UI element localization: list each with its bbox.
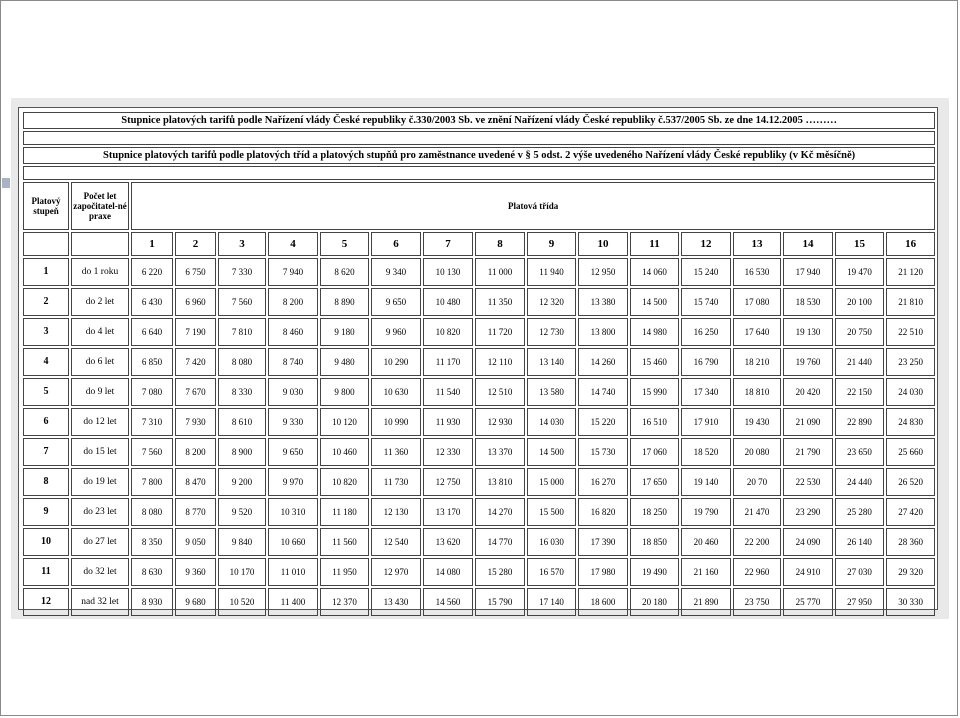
tarif-value-cell: 10 170 bbox=[218, 558, 266, 586]
tarif-value-cell: 11 720 bbox=[475, 318, 525, 346]
praxe-cell: do 2 let bbox=[71, 288, 129, 316]
stupen-cell: 9 bbox=[23, 498, 69, 526]
tarif-value-cell: 8 900 bbox=[218, 438, 266, 466]
tarif-value-cell: 24 090 bbox=[783, 528, 833, 556]
tarif-value-cell: 13 430 bbox=[371, 588, 421, 616]
tarif-value-cell: 9 970 bbox=[268, 468, 318, 496]
tarif-value-cell: 14 500 bbox=[527, 438, 576, 466]
table-title-1: Stupnice platových tarifů podle Nařízení vlády České republiky č.330/2003 Sb. ve znění Nařízení vlády České republiky č.537/2005 Sb. ze dne 14.12.2005 ……… bbox=[23, 112, 935, 129]
tarif-value-cell: 10 130 bbox=[423, 258, 473, 286]
tarif-value-cell: 10 990 bbox=[371, 408, 421, 436]
tarif-value-cell: 12 370 bbox=[320, 588, 369, 616]
tarif-value-cell: 15 240 bbox=[681, 258, 731, 286]
tarif-value-cell: 9 680 bbox=[175, 588, 216, 616]
tarif-value-cell: 7 560 bbox=[218, 288, 266, 316]
tarif-value-cell: 13 580 bbox=[527, 378, 576, 406]
tarif-value-cell: 16 570 bbox=[527, 558, 576, 586]
tarif-value-cell: 15 740 bbox=[681, 288, 731, 316]
tarif-value-cell: 18 850 bbox=[630, 528, 679, 556]
stupen-cell: 4 bbox=[23, 348, 69, 376]
tarif-value-cell: 8 630 bbox=[131, 558, 173, 586]
class-number-cell: 4 bbox=[268, 232, 318, 256]
tarif-value-cell: 8 610 bbox=[218, 408, 266, 436]
tarif-value-cell: 22 150 bbox=[835, 378, 884, 406]
tarif-value-cell: 7 670 bbox=[175, 378, 216, 406]
tarif-value-cell: 14 740 bbox=[578, 378, 628, 406]
tarif-value-cell: 9 200 bbox=[218, 468, 266, 496]
tarif-value-cell: 9 360 bbox=[175, 558, 216, 586]
tarif-value-cell: 29 320 bbox=[886, 558, 935, 586]
tarif-value-cell: 12 750 bbox=[423, 468, 473, 496]
header-platova-trida: Platová třída bbox=[131, 182, 935, 230]
tarif-value-cell: 9 960 bbox=[371, 318, 421, 346]
class-number-cell: 16 bbox=[886, 232, 935, 256]
table-row bbox=[23, 468, 935, 496]
table-row bbox=[23, 378, 935, 406]
tarif-value-cell: 8 330 bbox=[218, 378, 266, 406]
tarif-value-cell: 15 500 bbox=[527, 498, 576, 526]
tarif-value-cell: 14 980 bbox=[630, 318, 679, 346]
tarif-value-cell: 6 430 bbox=[131, 288, 173, 316]
tarif-value-cell: 17 340 bbox=[681, 378, 731, 406]
class-number-cell: 8 bbox=[475, 232, 525, 256]
tarif-value-cell: 19 430 bbox=[733, 408, 781, 436]
tarif-value-cell: 19 790 bbox=[681, 498, 731, 526]
stupen-cell: 2 bbox=[23, 288, 69, 316]
stupen-cell: 7 bbox=[23, 438, 69, 466]
stupen-cell: 12 bbox=[23, 588, 69, 616]
tarif-value-cell: 20 750 bbox=[835, 318, 884, 346]
tarif-value-cell: 11 350 bbox=[475, 288, 525, 316]
tarif-value-cell: 15 220 bbox=[578, 408, 628, 436]
praxe-cell: do 12 let bbox=[71, 408, 129, 436]
tarif-value-cell: 12 930 bbox=[475, 408, 525, 436]
spacer-row bbox=[23, 166, 935, 180]
praxe-cell: do 9 let bbox=[71, 378, 129, 406]
tarif-value-cell: 9 520 bbox=[218, 498, 266, 526]
tarif-value-cell: 22 200 bbox=[733, 528, 781, 556]
praxe-cell: do 27 let bbox=[71, 528, 129, 556]
tarif-value-cell: 10 120 bbox=[320, 408, 369, 436]
tarif-value-cell: 18 210 bbox=[733, 348, 781, 376]
tarif-value-cell: 9 330 bbox=[268, 408, 318, 436]
tarif-value-cell: 15 990 bbox=[630, 378, 679, 406]
tarif-value-cell: 11 540 bbox=[423, 378, 473, 406]
class-number-cell: 2 bbox=[175, 232, 216, 256]
table-row bbox=[23, 558, 935, 586]
tarif-value-cell: 30 330 bbox=[886, 588, 935, 616]
tarif-value-cell: 16 030 bbox=[527, 528, 576, 556]
tarif-value-cell: 27 420 bbox=[886, 498, 935, 526]
table-row bbox=[23, 288, 935, 316]
praxe-cell: do 4 let bbox=[71, 318, 129, 346]
class-number-cell: 14 bbox=[783, 232, 833, 256]
table-row bbox=[23, 438, 935, 466]
tarif-value-cell: 16 270 bbox=[578, 468, 628, 496]
praxe-cell: nad 32 let bbox=[71, 588, 129, 616]
tarif-value-cell: 10 310 bbox=[268, 498, 318, 526]
tarif-value-cell: 18 810 bbox=[733, 378, 781, 406]
tarif-value-cell: 13 810 bbox=[475, 468, 525, 496]
stupen-cell: 3 bbox=[23, 318, 69, 346]
tarif-value-cell: 17 650 bbox=[630, 468, 679, 496]
tarif-value-cell: 18 530 bbox=[783, 288, 833, 316]
tarif-value-cell: 28 360 bbox=[886, 528, 935, 556]
tarif-value-cell: 8 080 bbox=[218, 348, 266, 376]
tarif-value-cell: 24 440 bbox=[835, 468, 884, 496]
tarif-value-cell: 13 140 bbox=[527, 348, 576, 376]
tarif-value-cell: 14 260 bbox=[578, 348, 628, 376]
tarif-value-cell: 20 420 bbox=[783, 378, 833, 406]
praxe-cell: do 1 roku bbox=[71, 258, 129, 286]
spacer-row bbox=[23, 131, 935, 145]
stupen-cell: 5 bbox=[23, 378, 69, 406]
tarif-value-cell: 16 510 bbox=[630, 408, 679, 436]
tarif-value-cell: 12 950 bbox=[578, 258, 628, 286]
class-number-cell: 5 bbox=[320, 232, 369, 256]
tarif-value-cell: 12 110 bbox=[475, 348, 525, 376]
tarif-value-cell: 19 140 bbox=[681, 468, 731, 496]
tarif-value-cell: 20 080 bbox=[733, 438, 781, 466]
class-number-cell: 7 bbox=[423, 232, 473, 256]
tarif-value-cell: 10 290 bbox=[371, 348, 421, 376]
tarif-value-cell: 14 770 bbox=[475, 528, 525, 556]
class-number-cell: 3 bbox=[218, 232, 266, 256]
praxe-cell: do 15 let bbox=[71, 438, 129, 466]
header-pocet-let: Počet let započitatel-né praxe bbox=[71, 182, 129, 230]
stupen-cell: 11 bbox=[23, 558, 69, 586]
tarif-value-cell: 12 540 bbox=[371, 528, 421, 556]
tarif-value-cell: 20 100 bbox=[835, 288, 884, 316]
tarif-value-cell: 11 000 bbox=[475, 258, 525, 286]
table-row bbox=[23, 528, 935, 556]
tarif-value-cell: 6 750 bbox=[175, 258, 216, 286]
tarif-value-cell: 27 030 bbox=[835, 558, 884, 586]
tarif-value-cell: 9 800 bbox=[320, 378, 369, 406]
praxe-cell: do 6 let bbox=[71, 348, 129, 376]
tarif-value-cell: 8 080 bbox=[131, 498, 173, 526]
tarif-value-cell: 21 090 bbox=[783, 408, 833, 436]
tarif-value-cell: 13 170 bbox=[423, 498, 473, 526]
tarif-value-cell: 20 70 bbox=[733, 468, 781, 496]
tarif-value-cell: 9 050 bbox=[175, 528, 216, 556]
tarif-value-cell: 19 760 bbox=[783, 348, 833, 376]
tarif-value-cell: 15 460 bbox=[630, 348, 679, 376]
class-number-cell: 13 bbox=[733, 232, 781, 256]
tarif-value-cell: 20 460 bbox=[681, 528, 731, 556]
tarif-value-cell: 12 730 bbox=[527, 318, 576, 346]
tarif-value-cell: 22 510 bbox=[886, 318, 935, 346]
tarif-value-cell: 9 650 bbox=[268, 438, 318, 466]
praxe-cell: do 23 let bbox=[71, 498, 129, 526]
tarif-value-cell: 26 520 bbox=[886, 468, 935, 496]
tarif-value-cell: 18 250 bbox=[630, 498, 679, 526]
tarif-value-cell: 15 000 bbox=[527, 468, 576, 496]
tarif-value-cell: 17 390 bbox=[578, 528, 628, 556]
tarif-value-cell: 8 460 bbox=[268, 318, 318, 346]
tarif-value-cell: 10 820 bbox=[423, 318, 473, 346]
tarif-value-cell: 10 520 bbox=[218, 588, 266, 616]
salary-table-sheet bbox=[18, 107, 938, 610]
tarif-value-cell: 27 950 bbox=[835, 588, 884, 616]
tarif-value-cell: 22 890 bbox=[835, 408, 884, 436]
table-row bbox=[23, 588, 935, 616]
tarif-value-cell: 23 250 bbox=[886, 348, 935, 376]
header-platovy-stupen: Platový stupeň bbox=[23, 182, 69, 230]
tarif-value-cell: 9 650 bbox=[371, 288, 421, 316]
tarif-value-cell: 7 930 bbox=[175, 408, 216, 436]
tarif-value-cell: 11 400 bbox=[268, 588, 318, 616]
tarif-value-cell: 7 940 bbox=[268, 258, 318, 286]
tarif-value-cell: 17 980 bbox=[578, 558, 628, 586]
tarif-value-cell: 10 630 bbox=[371, 378, 421, 406]
tarif-value-cell: 11 010 bbox=[268, 558, 318, 586]
class-number-cell: 10 bbox=[578, 232, 628, 256]
bullet-marker-icon bbox=[2, 178, 10, 188]
tarif-value-cell: 8 200 bbox=[175, 438, 216, 466]
tarif-value-cell: 7 810 bbox=[218, 318, 266, 346]
tarif-value-cell: 9 180 bbox=[320, 318, 369, 346]
stupen-cell: 1 bbox=[23, 258, 69, 286]
tarif-value-cell: 11 560 bbox=[320, 528, 369, 556]
tarif-value-cell: 12 330 bbox=[423, 438, 473, 466]
tarif-value-cell: 13 380 bbox=[578, 288, 628, 316]
table-row bbox=[23, 258, 935, 286]
tarif-value-cell: 8 890 bbox=[320, 288, 369, 316]
tarif-value-cell: 7 330 bbox=[218, 258, 266, 286]
tarif-value-cell: 10 460 bbox=[320, 438, 369, 466]
tarif-value-cell: 24 910 bbox=[783, 558, 833, 586]
tarif-value-cell: 14 060 bbox=[630, 258, 679, 286]
tarif-value-cell: 14 080 bbox=[423, 558, 473, 586]
tarif-value-cell: 12 510 bbox=[475, 378, 525, 406]
tarif-value-cell: 17 640 bbox=[733, 318, 781, 346]
tarif-value-cell: 17 940 bbox=[783, 258, 833, 286]
tarif-value-cell: 6 220 bbox=[131, 258, 173, 286]
class-number-cell: 1 bbox=[131, 232, 173, 256]
tarif-value-cell: 8 740 bbox=[268, 348, 318, 376]
stupen-cell: 8 bbox=[23, 468, 69, 496]
tarif-value-cell: 16 790 bbox=[681, 348, 731, 376]
tarif-value-cell: 12 320 bbox=[527, 288, 576, 316]
tarif-value-cell: 21 470 bbox=[733, 498, 781, 526]
tarif-value-cell: 19 470 bbox=[835, 258, 884, 286]
table-row bbox=[23, 498, 935, 526]
tarif-value-cell: 9 340 bbox=[371, 258, 421, 286]
tarif-value-cell: 11 730 bbox=[371, 468, 421, 496]
table-row bbox=[23, 318, 935, 346]
tarif-value-cell: 11 940 bbox=[527, 258, 576, 286]
tarif-value-cell: 22 530 bbox=[783, 468, 833, 496]
empty-cell bbox=[71, 232, 129, 256]
tarif-value-cell: 6 960 bbox=[175, 288, 216, 316]
tarif-value-cell: 25 280 bbox=[835, 498, 884, 526]
tarif-value-cell: 18 520 bbox=[681, 438, 731, 466]
tarif-value-cell: 23 750 bbox=[733, 588, 781, 616]
tarif-value-cell: 15 280 bbox=[475, 558, 525, 586]
tarif-value-cell: 14 560 bbox=[423, 588, 473, 616]
tarif-value-cell: 7 560 bbox=[131, 438, 173, 466]
class-number-cell: 11 bbox=[630, 232, 679, 256]
tarif-value-cell: 7 310 bbox=[131, 408, 173, 436]
tarif-value-cell: 17 080 bbox=[733, 288, 781, 316]
tarif-value-cell: 18 600 bbox=[578, 588, 628, 616]
tarif-value-cell: 21 120 bbox=[886, 258, 935, 286]
tarif-value-cell: 16 250 bbox=[681, 318, 731, 346]
class-number-cell: 9 bbox=[527, 232, 576, 256]
tarif-value-cell: 13 370 bbox=[475, 438, 525, 466]
tarif-value-cell: 7 190 bbox=[175, 318, 216, 346]
table-row bbox=[23, 348, 935, 376]
table-row bbox=[23, 408, 935, 436]
tarif-value-cell: 25 770 bbox=[783, 588, 833, 616]
tarif-value-cell: 13 800 bbox=[578, 318, 628, 346]
tarif-value-cell: 13 620 bbox=[423, 528, 473, 556]
tarif-value-cell: 15 790 bbox=[475, 588, 525, 616]
tarif-value-cell: 10 660 bbox=[268, 528, 318, 556]
tarif-value-cell: 11 170 bbox=[423, 348, 473, 376]
class-number-cell: 15 bbox=[835, 232, 884, 256]
tarif-value-cell: 11 360 bbox=[371, 438, 421, 466]
tarif-value-cell: 8 350 bbox=[131, 528, 173, 556]
tarif-value-cell: 7 080 bbox=[131, 378, 173, 406]
stupen-cell: 10 bbox=[23, 528, 69, 556]
praxe-cell: do 19 let bbox=[71, 468, 129, 496]
salary-table bbox=[21, 110, 937, 618]
tarif-value-cell: 9 030 bbox=[268, 378, 318, 406]
tarif-value-cell: 14 030 bbox=[527, 408, 576, 436]
tarif-value-cell: 11 180 bbox=[320, 498, 369, 526]
tarif-value-cell: 20 180 bbox=[630, 588, 679, 616]
tarif-value-cell: 17 910 bbox=[681, 408, 731, 436]
tarif-value-cell: 23 290 bbox=[783, 498, 833, 526]
tarif-value-cell: 24 030 bbox=[886, 378, 935, 406]
tarif-value-cell: 19 490 bbox=[630, 558, 679, 586]
tarif-value-cell: 24 830 bbox=[886, 408, 935, 436]
tarif-value-cell: 21 790 bbox=[783, 438, 833, 466]
tarif-value-cell: 25 660 bbox=[886, 438, 935, 466]
table-title-2: Stupnice platových tarifů podle platových tříd a platových stupňů pro zaměstnance uvedené v § 5 odst. 2 výše uvedeného Nařízení vlády České republiky (v Kč měsíčně) bbox=[23, 147, 935, 164]
class-number-cell: 6 bbox=[371, 232, 421, 256]
tarif-value-cell: 21 440 bbox=[835, 348, 884, 376]
tarif-value-cell: 12 130 bbox=[371, 498, 421, 526]
tarif-value-cell: 7 420 bbox=[175, 348, 216, 376]
tarif-value-cell: 9 480 bbox=[320, 348, 369, 376]
tarif-value-cell: 16 820 bbox=[578, 498, 628, 526]
tarif-value-cell: 16 530 bbox=[733, 258, 781, 286]
tarif-value-cell: 23 650 bbox=[835, 438, 884, 466]
tarif-value-cell: 11 930 bbox=[423, 408, 473, 436]
tarif-value-cell: 14 500 bbox=[630, 288, 679, 316]
class-number-cell: 12 bbox=[681, 232, 731, 256]
praxe-cell: do 32 let bbox=[71, 558, 129, 586]
tarif-value-cell: 17 140 bbox=[527, 588, 576, 616]
tarif-value-cell: 21 160 bbox=[681, 558, 731, 586]
tarif-value-cell: 9 840 bbox=[218, 528, 266, 556]
tarif-value-cell: 8 620 bbox=[320, 258, 369, 286]
tarif-value-cell: 6 850 bbox=[131, 348, 173, 376]
tarif-value-cell: 22 960 bbox=[733, 558, 781, 586]
tarif-value-cell: 15 730 bbox=[578, 438, 628, 466]
tarif-value-cell: 7 800 bbox=[131, 468, 173, 496]
tarif-value-cell: 21 810 bbox=[886, 288, 935, 316]
tarif-value-cell: 8 470 bbox=[175, 468, 216, 496]
tarif-value-cell: 6 640 bbox=[131, 318, 173, 346]
tarif-value-cell: 26 140 bbox=[835, 528, 884, 556]
tarif-value-cell: 17 060 bbox=[630, 438, 679, 466]
empty-cell bbox=[23, 232, 69, 256]
tarif-value-cell: 8 930 bbox=[131, 588, 173, 616]
tarif-value-cell: 14 270 bbox=[475, 498, 525, 526]
tarif-value-cell: 11 950 bbox=[320, 558, 369, 586]
tarif-value-cell: 8 200 bbox=[268, 288, 318, 316]
tarif-value-cell: 19 130 bbox=[783, 318, 833, 346]
stupen-cell: 6 bbox=[23, 408, 69, 436]
tarif-value-cell: 10 480 bbox=[423, 288, 473, 316]
tarif-value-cell: 12 970 bbox=[371, 558, 421, 586]
tarif-value-cell: 10 820 bbox=[320, 468, 369, 496]
tarif-value-cell: 8 770 bbox=[175, 498, 216, 526]
tarif-value-cell: 21 890 bbox=[681, 588, 731, 616]
